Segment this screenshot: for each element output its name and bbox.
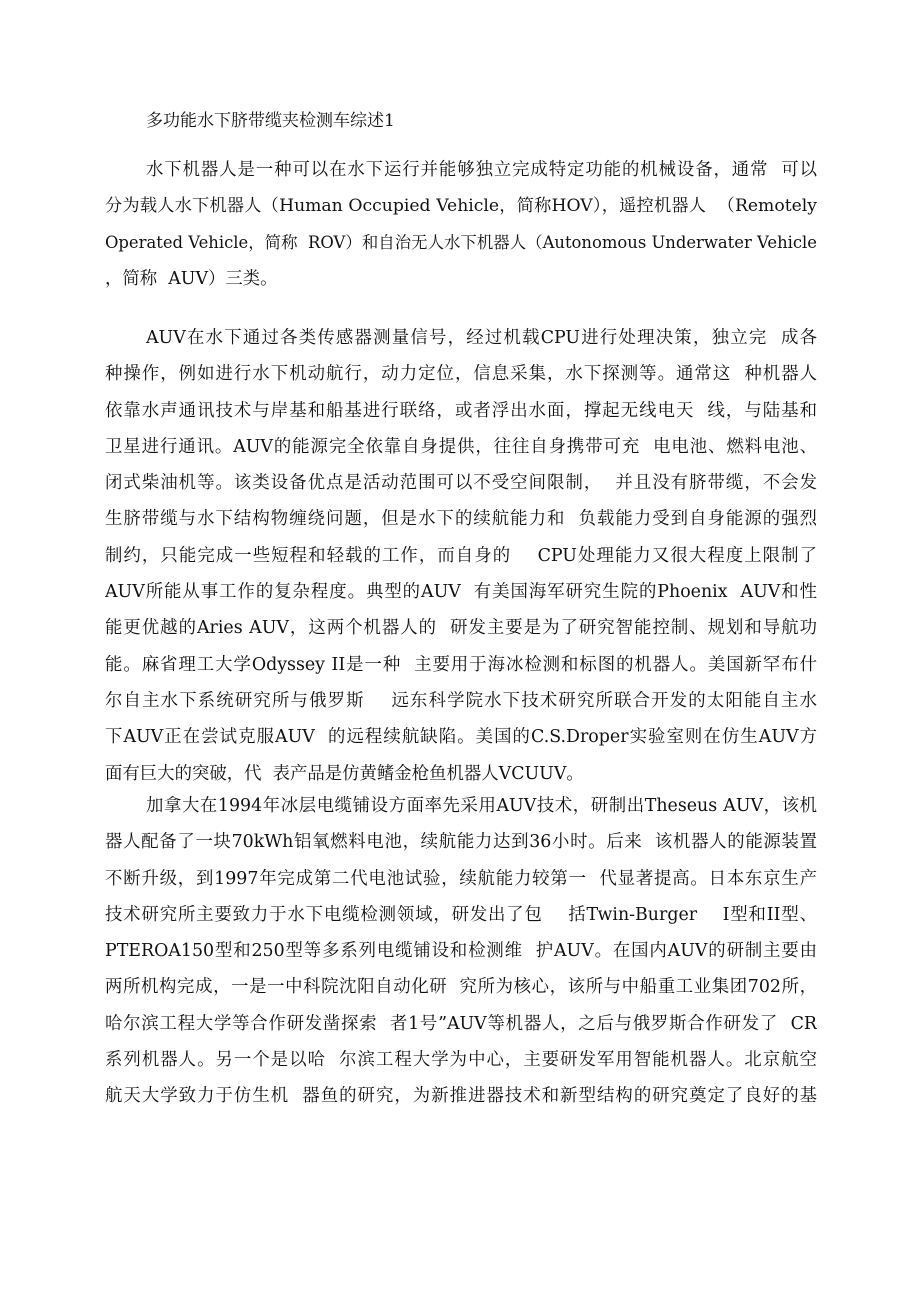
text-line: PTEROA150型和250型等多系列电缆铺设和检测维 护AUV。在国内AUV的研制主要由 [105, 941, 817, 962]
text-line: 器人配备了一块70kWh铝氧燃料电池，续航能力达到36小时。后来 该机器人的能源装置 [105, 832, 817, 853]
text-line: AUV所能从事工作的复杂程度。典型的AUV 有美国海军研究生院的Phoenix AUV和性 [105, 582, 817, 603]
text-line: 依靠水声通讯技术与岸基和船基进行联络，或者浮出水面，撑起无线电天 线，与陆基和 [105, 400, 817, 421]
text-line: 制约，只能完成一些短程和轻载的工作，而自身的 CPU处理能力又很大程度上限制了 [105, 545, 817, 566]
text-line: 能更优越的Aries AUV，这两个机器人的 研发主要是为了研究智能控制、规划和导航功 [105, 618, 817, 639]
text-line: 分为载人水下机器人（Human Occupied Vehicle，简称HOV），遥控机器人 （Remotely [105, 196, 817, 217]
text-line: 闭式柴油机等。该类设备优点是活动范围可以不受空间限制， 并且没有脐带缆，不会发 [105, 473, 817, 494]
text-line: 水下机器人是一种可以在水下运行并能够独立完成特定功能的机械设备，通常 可以 [146, 160, 817, 180]
text-line: ，简称 AUV）三类。 [105, 268, 278, 289]
text-line: 面有巨大的突破，代 表产品是仿黄鳍金枪鱼机器人VCUUV。 [105, 763, 584, 784]
text-line: 系列机器人。另一个是以哈 尔滨工程大学为中心，主要研发军用智能机器人。北京航空 [105, 1050, 817, 1071]
text-line: 生脐带缆与水下结构物缠绕问题，但是水下的续航能力和 负载能力受到自身能源的强烈 [105, 509, 817, 530]
document-title: 多功能水下脐带缆夹检测车综述1 [146, 111, 395, 131]
text-line: 加拿大在1994年冰层电缆铺设方面率先采用AUV技术，研制出Theseus AUV，该机 [146, 796, 817, 816]
text-line: AUV在水下通过各类传感器测量信号，经过机载CPU进行处理决策，独立完 成各 [146, 328, 817, 348]
paragraph-auv-overview [105, 320, 817, 792]
text-line: 卫星进行通讯。AUV的能源完全依靠自身提供，往往自身携带可充 电电池、燃料电池、 [105, 436, 817, 457]
text-line: 尔自主水下系统研究所与俄罗斯 远东科学院水下技术研究所联合开发的太阳能自主水 [105, 690, 817, 711]
text-line: 技术研究所主要致力于水下电缆检测领域，研发出了包 括Twin-Burger I型和II型、 [105, 904, 817, 925]
text-line: 能。麻省理工大学Odyssey II是一种 主要用于海冰检测和标图的机器人。美国新罕布什 [105, 654, 817, 675]
text-line: 两所机构完成，一是一中科院沈阳自动化研 究所为核心，该所与中船重工业集团702所， [105, 977, 817, 998]
text-line: Operated Vehicle，简称 ROV）和自治无人水下机器人（Autonomous Underwater Vehicle [105, 232, 817, 252]
text-line: 种操作，例如进行水下机动航行，动力定位，信息采集，水下探测等。通常这 种机器人 [105, 364, 817, 385]
paragraph-international-development [105, 788, 817, 1115]
paragraph-hov-rov-auv-classification [105, 152, 817, 297]
text-line: 航天大学致力于仿生机 器鱼的研究，为新推进器技术和新型结构的研究奠定了良好的基 [105, 1086, 817, 1107]
text-line: 哈尔滨工程大学等合作研发凿探索 者1号”AUV等机器人，之后与俄罗斯合作研发了 CR [105, 1013, 817, 1034]
text-line: 下AUV正在尝试克服AUV 的远程续航缺陷。美国的C.S.Droper实验室则在仿生AUV方 [105, 727, 817, 748]
text-line: 不断升级，到1997年完成第二代电池试验，续航能力较第一 代显著提高。日本东京生产 [105, 868, 817, 889]
